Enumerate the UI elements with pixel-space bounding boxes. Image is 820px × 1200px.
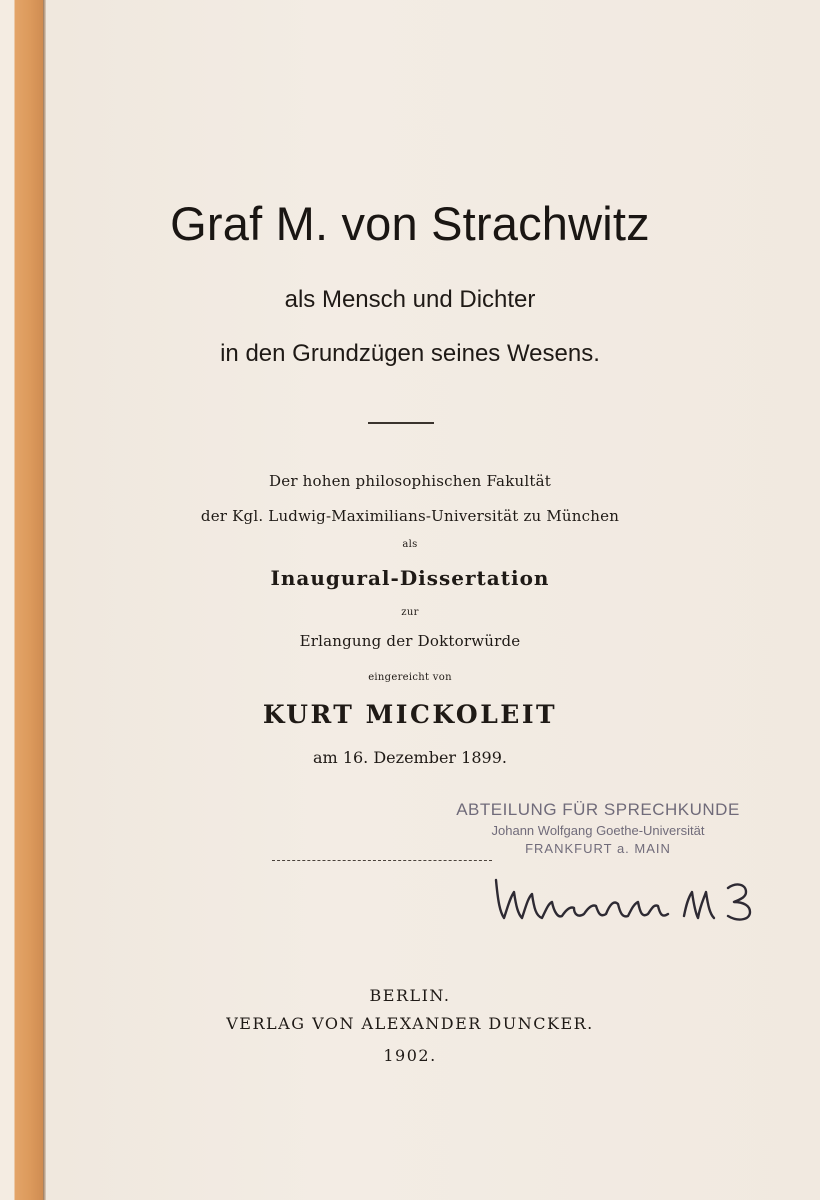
book-title: Graf M. von Strachwitz xyxy=(170,197,650,250)
subtitle-line-2: in den Grundzügen seines Wesens. xyxy=(220,340,600,367)
dedication-line-1: Der hohen philosophischen Fakultät xyxy=(269,472,551,490)
publisher-city: BERLIN. xyxy=(369,986,451,1005)
author-name: KURT MICKOLEIT xyxy=(262,700,558,729)
handwritten-annotation xyxy=(488,862,778,932)
submission-date: am 16. Dezember 1899. xyxy=(313,748,507,767)
stamp-line-2: Johann Wolfgang Goethe-Universität xyxy=(491,823,705,838)
publisher-name: VERLAG VON ALEXANDER DUNCKER. xyxy=(226,1014,594,1033)
stamp-line-3: FRANKFURT a. MAIN xyxy=(525,841,671,856)
library-stamp xyxy=(428,800,768,856)
dedication-line-5: zur xyxy=(401,607,419,618)
divider-rule xyxy=(368,422,434,424)
subtitle-line-1: als Mensch und Dichter xyxy=(284,286,536,313)
dissertation-heading: Inaugural-Dissertation xyxy=(270,566,550,590)
publication-year: 1902. xyxy=(383,1046,437,1065)
dedication-line-7: eingereicht von xyxy=(368,672,452,683)
dedication-line-2: der Kgl. Ludwig-Maximilians-Universität zu München xyxy=(200,507,620,525)
dashed-rule xyxy=(272,860,492,861)
dedication-line-6: Erlangung der Doktorwürde xyxy=(299,632,521,650)
orange-spine xyxy=(0,0,44,1200)
stamp-line-1: ABTEILUNG FÜR SPRECHKUNDE xyxy=(456,800,740,819)
spine-edge xyxy=(43,0,46,1200)
dedication-line-3: als xyxy=(402,539,418,550)
